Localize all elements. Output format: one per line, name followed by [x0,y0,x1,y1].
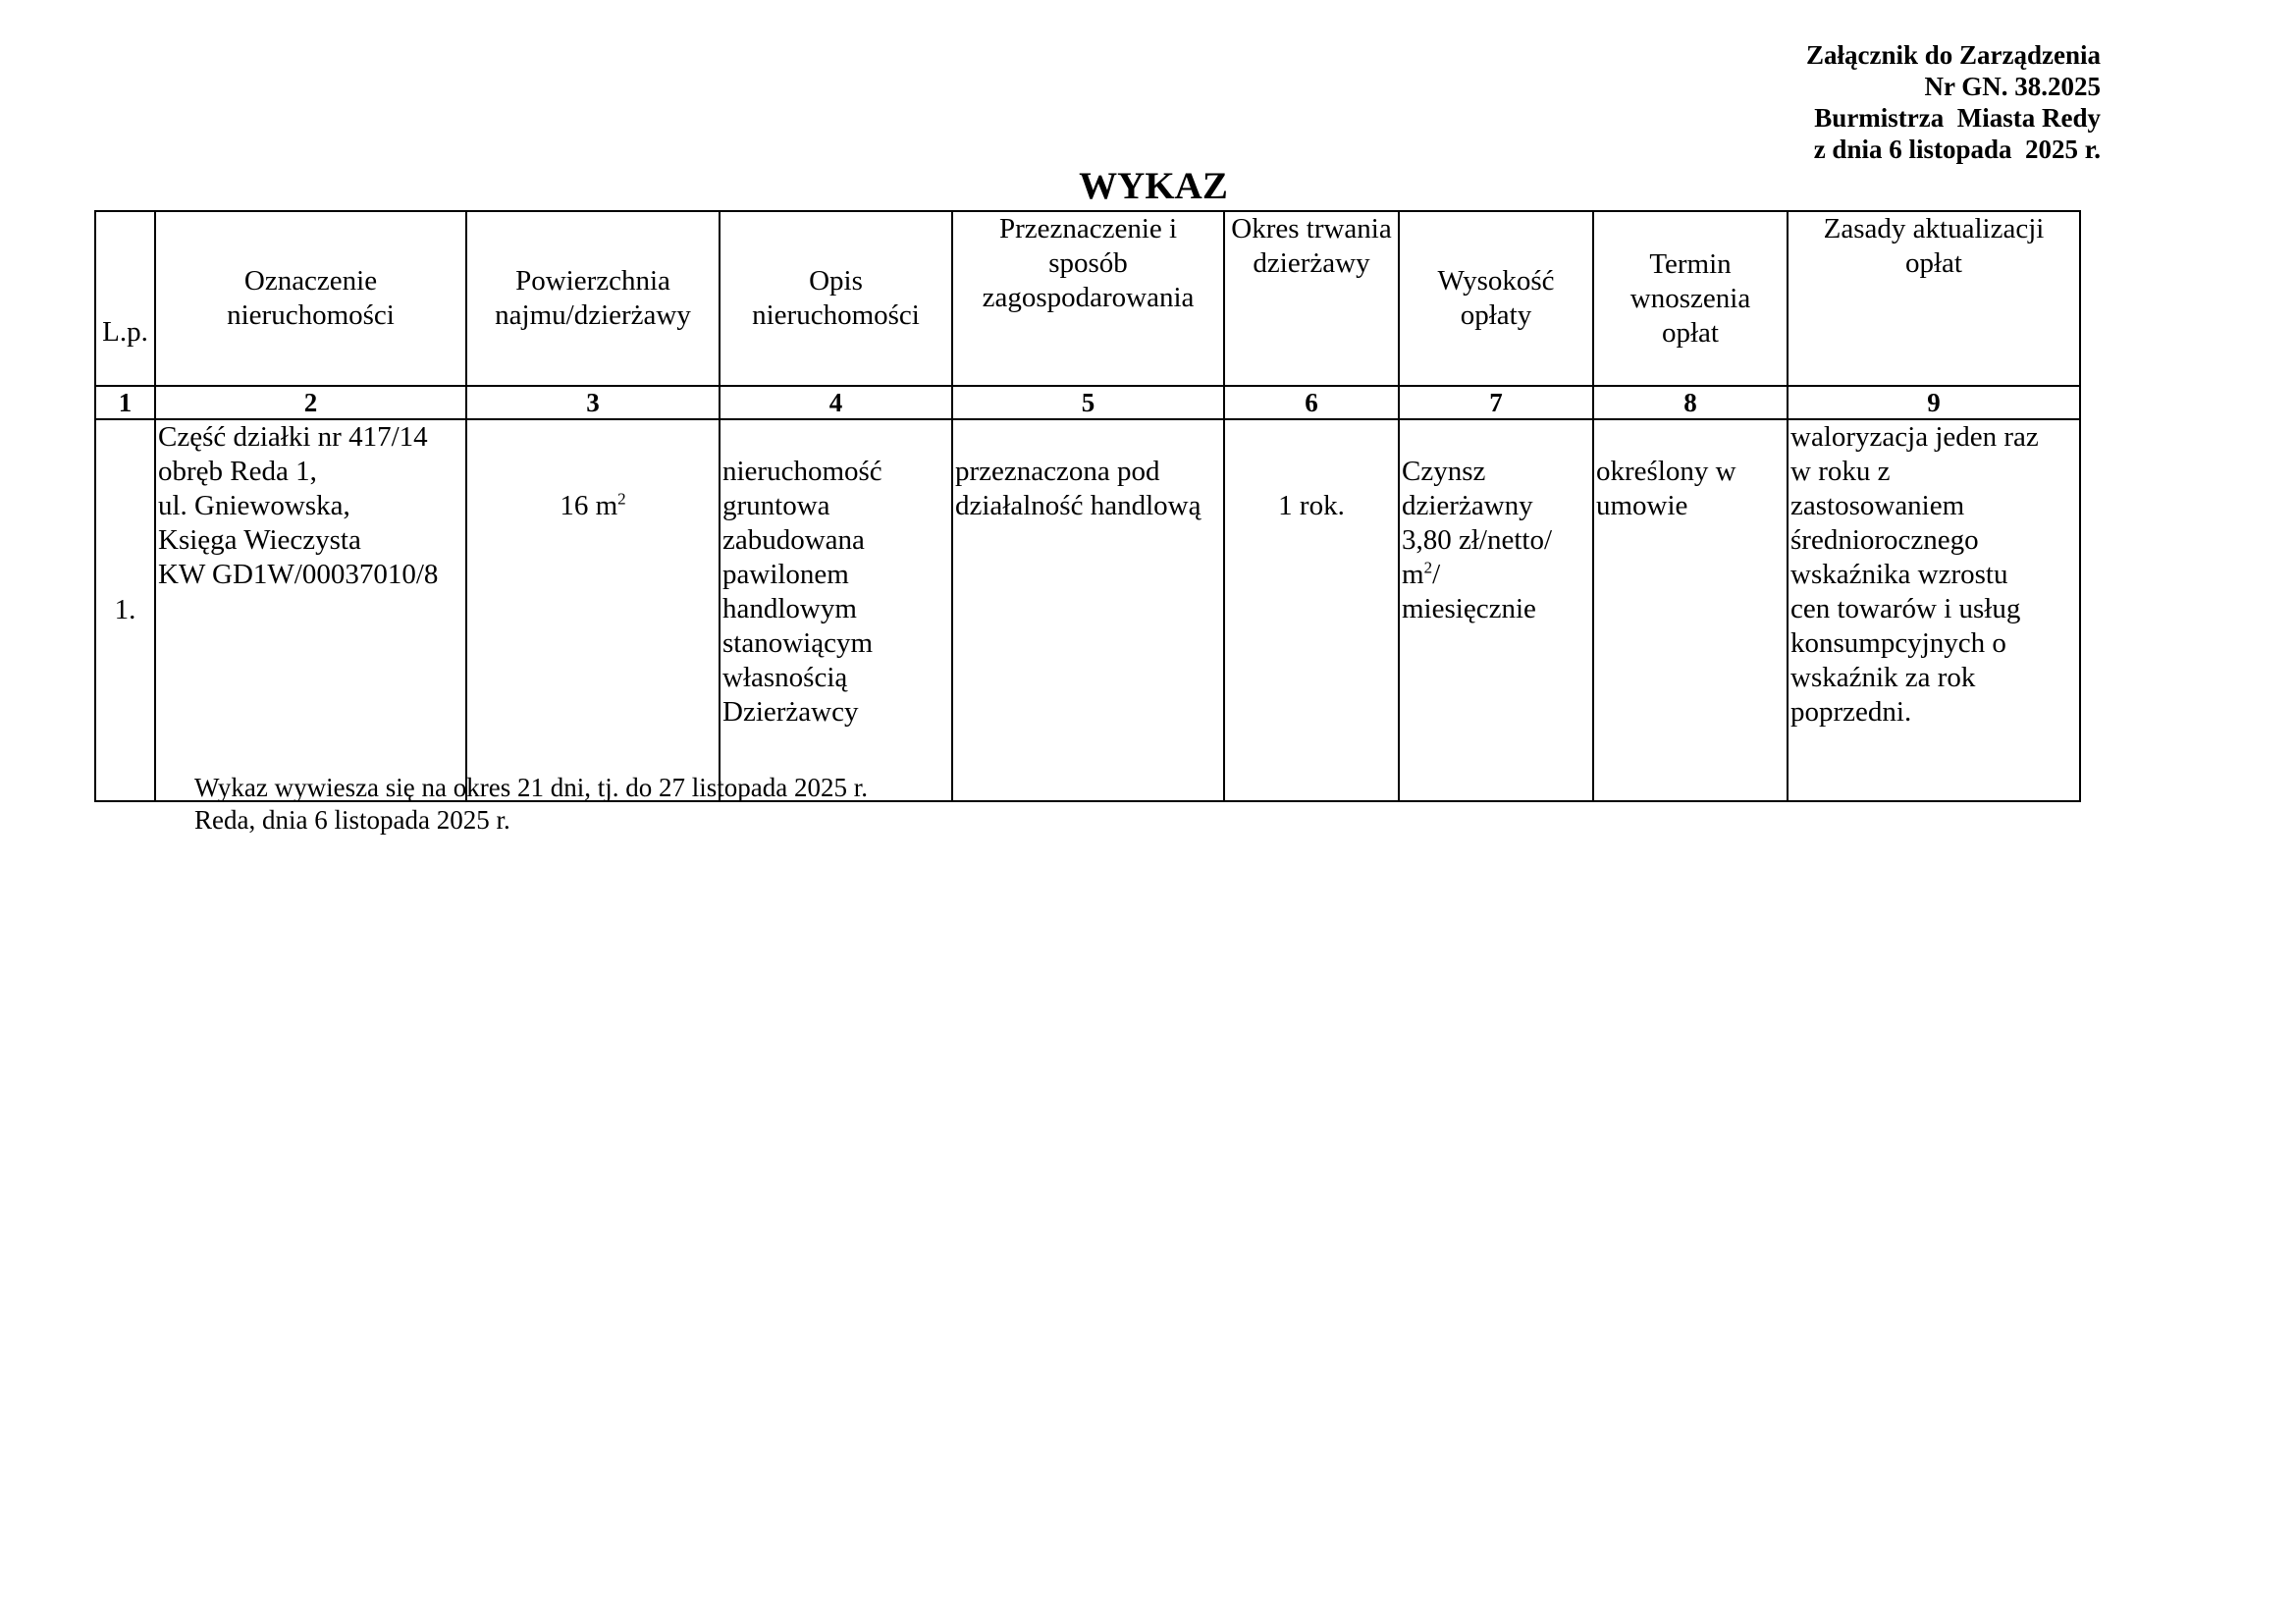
attachment-line: Załącznik do Zarządzenia [1805,40,2101,70]
area-exponent: 2 [617,489,626,509]
column-number: 1 [95,386,155,419]
fee-unit-tail: / [1432,559,1441,590]
attachment-line: Burmistrza Miasta Redy [1814,103,2101,133]
column-number: 6 [1224,386,1399,419]
column-number: 9 [1788,386,2080,419]
table-row [95,419,2080,801]
area-value: 16 m [560,490,618,521]
column-header-period: Okres trwania dzierżawy [1224,211,1399,386]
column-header-fee: Wysokość opłaty [1399,211,1593,386]
column-number-row [95,386,2080,419]
property-purpose: przeznaczona pod działalność handlową [952,419,1224,801]
attachment-line: Nr GN. 38.2025 [1924,72,2101,101]
property-designation: Część działki nr 417/14 obręb Reda 1, ul. Gniewowska, Księga Wieczysta KW GD1W/00037010/8 [155,419,466,801]
lease-area [466,419,720,801]
column-header-lp: L.p. [95,211,155,386]
column-number: 3 [466,386,720,419]
fee-text: Czynsz dzierżawny 3,80 zł/netto/ [1402,456,1553,556]
fee-amount [1399,419,1593,801]
property-description: nieruchomość gruntowa zabudowana pawilonem handlowym stanowiącym własnością Dzierżawcy [720,419,952,801]
column-header-payment-term: Termin wnoszenia opłat [1593,211,1788,386]
column-header-area: Powierzchnia najmu/dzierżawy [466,211,720,386]
wykaz-table [94,210,2081,802]
posting-period-note: Wykaz wywiesza się na okres 21 dni, tj. do 27 listopada 2025 r. [194,773,868,802]
fee-unit: m [1402,559,1424,590]
column-number: 5 [952,386,1224,419]
document-title: WYKAZ [1079,165,1228,207]
column-header-property: Oznaczenie nieruchomości [155,211,466,386]
attachment-note [1610,39,2101,165]
column-header-purpose: Przeznaczenie i sposób zagospodarowania [952,211,1224,386]
column-number: 2 [155,386,466,419]
fee-update-rules: waloryzacja jeden raz w roku z zastosowaniem średniorocznego wskaźnika wzrostu cen towarów i usług konsumpcyjnych o wskaźnik za rok poprzedni. [1788,419,2080,801]
column-number: 4 [720,386,952,419]
lease-period: 1 rok. [1224,419,1399,801]
attachment-line: z dnia 6 listopada 2025 r. [1813,135,2101,164]
column-header-update-rules: Zasady aktualizacji opłat [1788,211,2080,386]
footer-note [194,772,868,837]
column-header-description: Opis nieruchomości [720,211,952,386]
column-number: 7 [1399,386,1593,419]
table-header-row [95,211,2080,386]
fee-frequency: miesięcznie [1402,593,1536,624]
place-date-note: Reda, dnia 6 listopada 2025 r. [194,805,510,835]
payment-term: określony w umowie [1593,419,1788,801]
row-lp: 1. [95,419,155,801]
fee-unit-exponent: 2 [1423,558,1433,577]
column-number: 8 [1593,386,1788,419]
